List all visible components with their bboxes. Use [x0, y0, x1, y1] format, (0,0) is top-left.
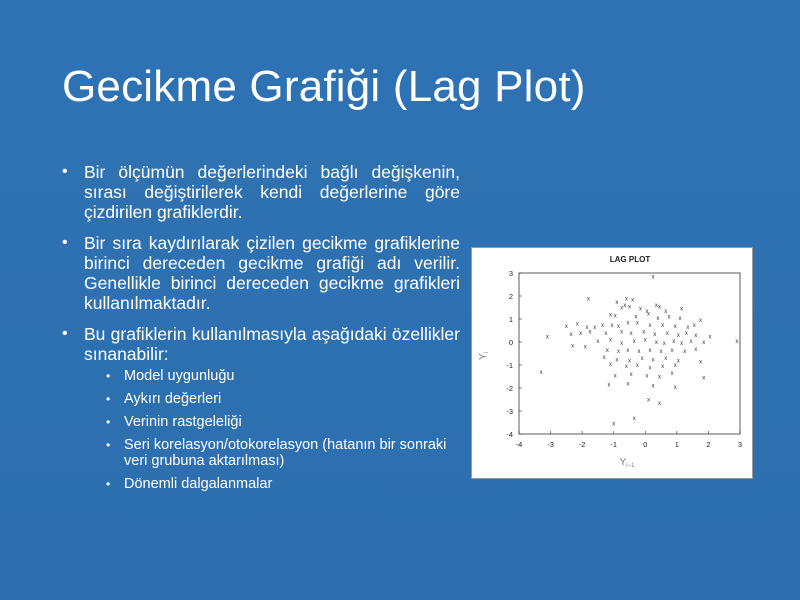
x-tick-label: -4 — [515, 440, 523, 449]
bullet-dot-icon: • — [62, 163, 68, 180]
scatter-point: x — [586, 296, 590, 303]
scatter-point: x — [631, 297, 635, 304]
scatter-point: x — [667, 314, 671, 321]
scatter-point: x — [657, 374, 661, 381]
y-axis-label: $Y_i$ — [478, 351, 490, 361]
y-tick-label: -1 — [506, 361, 513, 370]
scatter-point: x — [628, 358, 631, 365]
scatter-point: x — [648, 348, 652, 355]
lag-plot-svg — [472, 248, 752, 478]
scatter-point: x — [654, 340, 658, 346]
slide-content — [60, 162, 460, 503]
scatter-point: x — [735, 338, 739, 345]
scatter-point: x — [672, 338, 676, 345]
bullet-item — [60, 162, 460, 222]
sub-bullet-dot-icon: • — [106, 415, 111, 429]
x-tick-label: -2 — [578, 440, 586, 449]
scatter-point: x — [694, 333, 698, 340]
scatter-point: x — [628, 304, 631, 311]
scatter-point: x — [588, 329, 592, 336]
scatter-point: x — [610, 322, 614, 329]
scatter-point: x — [673, 323, 677, 330]
scatter-point: x — [708, 334, 712, 341]
scatter-point: x — [620, 305, 624, 312]
scatter-point: x — [699, 359, 703, 366]
sub-bullet-item — [84, 391, 460, 407]
scatter-point: x — [646, 311, 650, 318]
scatter-point: x — [656, 315, 660, 322]
y-axis-ticks — [506, 269, 522, 439]
y-tick-label: -2 — [506, 384, 513, 393]
scatter-point: x — [624, 296, 628, 303]
y-tick-label: 0 — [508, 338, 513, 347]
scatter-point: x — [702, 340, 706, 346]
y-tick-label: 1 — [508, 315, 513, 324]
sub-bullet-dot-icon: • — [106, 477, 111, 491]
scatter-point: x — [629, 330, 633, 337]
scatter-point: x — [664, 308, 668, 315]
scatter-point: x — [645, 373, 649, 380]
scatter-point: x — [673, 384, 677, 391]
scatter-point: x — [615, 357, 619, 364]
x-tick-label: -1 — [610, 440, 618, 449]
scatter-point: x — [579, 330, 583, 337]
sub-bullet-text: Aykırı değerleri — [124, 391, 222, 407]
scatter-point: x — [689, 338, 693, 345]
sub-bullet-text: Seri korelasyon/otokorelasyon (hatanın bir sonraki veri grubuna aktarılması) — [124, 437, 447, 469]
scatter-point: x — [653, 331, 657, 338]
sub-bullet-item — [84, 437, 460, 469]
scatter-point: x — [662, 341, 666, 348]
scatter-point: x — [676, 358, 680, 365]
scatter-point: x — [609, 337, 613, 344]
x-tick-label: 3 — [737, 440, 743, 449]
bullet-dot-icon: • — [62, 325, 68, 342]
scatter-point: x — [626, 381, 630, 388]
scatter-point: x — [670, 348, 674, 355]
x-tick-label: -3 — [547, 440, 554, 449]
scatter-point: x — [664, 356, 668, 363]
scatter-point: x — [661, 364, 665, 371]
scatter-points — [540, 274, 739, 427]
scatter-point: x — [632, 415, 636, 422]
scatter-point: x — [640, 356, 644, 363]
scatter-point: x — [651, 274, 655, 281]
plot-area — [519, 273, 740, 434]
bullet-item — [60, 324, 460, 492]
scatter-point: x — [639, 306, 643, 313]
scatter-point: x — [702, 375, 706, 382]
scatter-point: x — [620, 341, 624, 348]
scatter-point: x — [648, 322, 652, 329]
sub-bullet-text: Model uygunluğu — [124, 368, 235, 384]
scatter-point: x — [673, 363, 677, 369]
scatter-point: x — [665, 330, 669, 337]
scatter-point: x — [615, 299, 619, 306]
scatter-point: x — [632, 338, 636, 345]
scatter-point: x — [634, 314, 638, 321]
sub-bullet-text: Verinin rastgeleliği — [124, 414, 242, 430]
y-tick-label: -4 — [506, 430, 513, 439]
sub-bullet-list — [84, 368, 460, 492]
bullet-text: Bu grafiklerin kullanılmasıyla aşağıdaki özellikler sınanabilir: — [84, 324, 460, 364]
scatter-point: x — [692, 322, 696, 329]
scatter-point: x — [609, 361, 613, 368]
lag-plot-chart — [471, 247, 753, 479]
sub-bullet-dot-icon: • — [106, 369, 111, 383]
scatter-point: x — [642, 329, 646, 336]
scatter-point: x — [629, 372, 633, 379]
scatter-point: x — [620, 329, 624, 336]
y-tick-label: 2 — [508, 292, 513, 301]
scatter-point: x — [539, 369, 543, 376]
scatter-point: x — [607, 382, 611, 389]
scatter-point: x — [569, 331, 573, 338]
scatter-point: x — [596, 338, 600, 345]
scatter-point: x — [651, 357, 655, 364]
scatter-point: x — [694, 346, 698, 353]
scatter-point: x — [659, 349, 663, 356]
scatter-point: x — [575, 321, 579, 328]
scatter-point: x — [585, 325, 589, 332]
scatter-point: x — [680, 306, 684, 313]
scatter-point: x — [657, 304, 661, 311]
sub-bullet-text: Dönemli dalgalanmalar — [124, 476, 273, 492]
scatter-point: x — [680, 341, 684, 348]
scatter-point: x — [676, 333, 680, 340]
slide-title: Gecikme Grafiği (Lag Plot) — [62, 62, 586, 111]
scatter-point: x — [654, 303, 658, 310]
x-tick-label: 2 — [706, 440, 711, 449]
sub-bullet-item — [84, 414, 460, 430]
scatter-point: x — [686, 325, 690, 332]
chart-title: LAG PLOT — [609, 255, 651, 264]
scatter-point: x — [609, 312, 613, 319]
scatter-point: x — [601, 322, 605, 329]
scatter-point: x — [637, 349, 641, 356]
scatter-point: x — [616, 323, 620, 330]
scatter-point: x — [624, 364, 628, 371]
scatter-point: x — [643, 337, 647, 344]
scatter-point: x — [602, 354, 606, 361]
scatter-point: x — [684, 330, 688, 337]
scatter-point: x — [661, 322, 665, 329]
sub-bullet-dot-icon: • — [106, 392, 111, 406]
scatter-point: x — [605, 348, 609, 355]
sub-bullet-item — [84, 368, 460, 384]
scatter-point: x — [593, 325, 597, 332]
bullet-dot-icon: • — [62, 234, 68, 251]
bullet-text: Bir ölçümün değerlerindeki bağlı değişkenin, sırası değiştirilerek kendi değerlerine göre çizdirilen grafiklerdir. — [84, 162, 460, 222]
scatter-point: x — [613, 373, 617, 380]
scatter-point: x — [545, 334, 549, 341]
scatter-point: x — [678, 315, 682, 322]
scatter-point: x — [657, 400, 661, 407]
scatter-point: x — [646, 397, 650, 404]
bullet-text: Bir sıra kaydırılarak çizilen gecikme grafiklerine birinci dereceden gecikme grafiği adı verilir. Genellikle birinci dereceden gecikme grafikleri kullanılmaktadır. — [84, 233, 460, 313]
bullet-item — [60, 233, 460, 313]
sub-bullet-item — [84, 476, 460, 492]
scatter-point: x — [645, 308, 649, 315]
y-tick-label: 3 — [508, 269, 513, 278]
scatter-point: x — [670, 371, 674, 378]
scatter-point: x — [699, 318, 703, 325]
scatter-point: x — [612, 421, 616, 428]
scatter-point: x — [626, 348, 630, 355]
scatter-point: x — [604, 330, 608, 337]
scatter-point: x — [613, 313, 617, 320]
scatter-point: x — [648, 365, 652, 372]
scatter-point: x — [683, 349, 687, 356]
scatter-point: x — [564, 323, 568, 330]
scatter-point: x — [651, 383, 655, 390]
scatter-point: x — [583, 344, 587, 351]
scatter-point: x — [623, 303, 627, 310]
y-tick-label: -3 — [506, 407, 513, 416]
scatter-point: x — [616, 349, 620, 356]
scatter-point: x — [571, 343, 575, 350]
scatter-point: x — [626, 320, 630, 327]
sub-bullet-dot-icon: • — [106, 438, 111, 452]
x-tick-label: 0 — [643, 440, 648, 449]
scatter-point: x — [635, 363, 639, 369]
scatter-point: x — [635, 320, 639, 327]
x-tick-label: 1 — [674, 440, 679, 449]
x-axis-label: $Y_{i-1}$ — [619, 457, 635, 469]
